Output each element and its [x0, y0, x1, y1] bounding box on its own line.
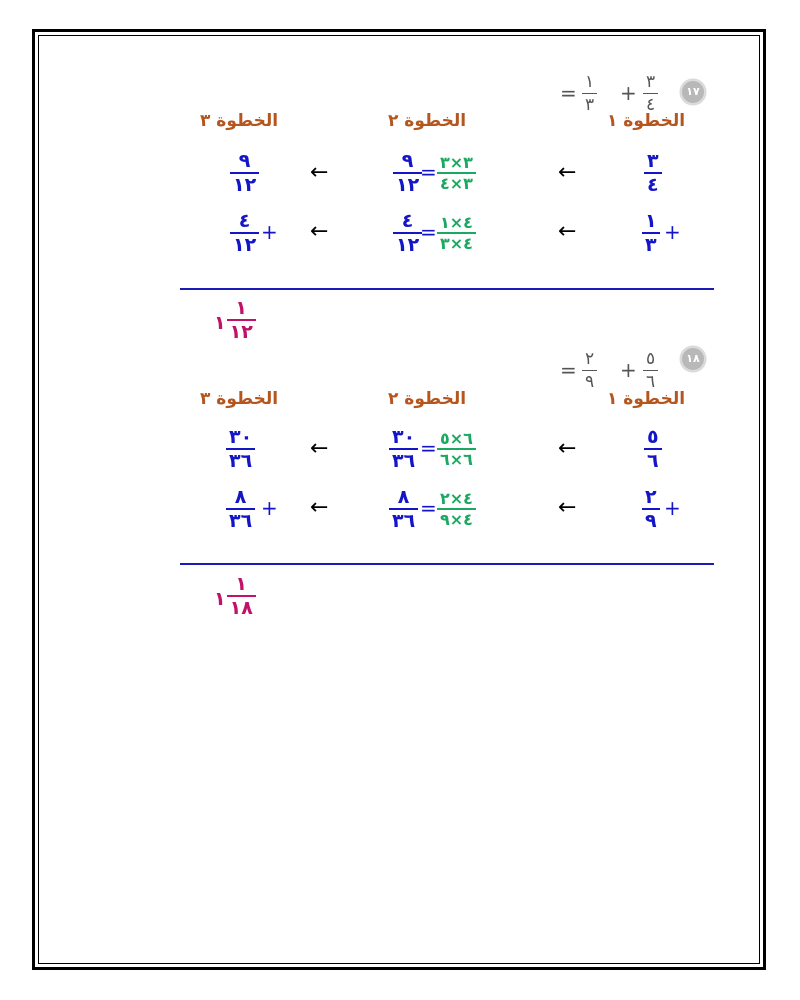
plus-sign: + [261, 496, 278, 520]
row2-step2-multiplication: ٤×١ ٤×٣ [437, 214, 476, 252]
problem-number-badge: ١٧ [680, 79, 706, 105]
sum-line [180, 288, 714, 290]
equals-sign: = [420, 160, 437, 184]
arrow-icon: ← [310, 219, 329, 244]
row1-step2-multiplication: ٦×٥ ٦×٦ [437, 430, 476, 468]
equals-sign: = [420, 220, 437, 244]
row1-step2-result: ٣٠ ٣٦ [389, 427, 418, 471]
arrow-icon: ← [558, 495, 577, 520]
row1-step2-result: ٩ ١٢ [393, 151, 422, 195]
header-fraction-right: ٥ ٦ [643, 349, 658, 392]
row2-step3-fraction: ٨ ٣٦ [226, 487, 255, 531]
plus-sign: + [261, 220, 278, 244]
problem-number-badge: ١٨ [680, 346, 706, 372]
equals-sign: = [420, 436, 437, 460]
row2-step3-fraction: ٤ ١٢ [230, 211, 259, 255]
header-plus: + [620, 81, 637, 105]
arrow-icon: ← [310, 436, 329, 461]
arrow-icon: ← [558, 160, 577, 185]
arrow-icon: ← [310, 495, 329, 520]
row1-step3-fraction: ٣٠ ٣٦ [226, 427, 255, 471]
row2-step1-fraction: ١ ٣ [642, 211, 660, 255]
step-3-label: الخطوة ٣ [200, 389, 279, 409]
equals-sign: = [420, 496, 437, 520]
answer-mixed-number: ١ $\frac{١}{١٢}$ [214, 298, 256, 342]
step-3-label: الخطوة ٣ [200, 111, 279, 131]
row1-step1-fraction: ٣ ٤ [644, 151, 662, 195]
header-equals: = [560, 358, 577, 382]
plus-sign: + [664, 496, 681, 520]
arrow-icon: ← [558, 436, 577, 461]
arrow-icon: ← [558, 219, 577, 244]
arrow-icon: ← [310, 160, 329, 185]
plus-sign: + [664, 220, 681, 244]
header-equals: = [560, 81, 577, 105]
row1-step3-fraction: ٩ ١٢ [230, 151, 259, 195]
step-2-label: الخطوة ٢ [388, 111, 467, 131]
step-1-label: الخطوة ١ [607, 111, 686, 131]
header-fraction-left: ٢ ٩ [582, 349, 597, 392]
row1-step2-multiplication: ٣×٣ ٣×٤ [437, 154, 476, 192]
header-fraction-right: ٣ ٤ [643, 72, 658, 115]
sum-line [180, 563, 714, 565]
step-2-label: الخطوة ٢ [388, 389, 467, 409]
answer-mixed-number: ١ $\frac{١}{١٨}$ [214, 574, 256, 618]
header-fraction-left: ١ ٣ [582, 72, 597, 115]
header-plus: + [620, 358, 637, 382]
row2-step2-result: ٨ ٣٦ [389, 487, 418, 531]
row2-step2-multiplication: ٤×٢ ٤×٩ [437, 490, 476, 528]
row2-step1-fraction: ٢ ٩ [642, 487, 660, 531]
row2-step2-result: ٤ ١٢ [393, 211, 422, 255]
step-1-label: الخطوة ١ [607, 389, 686, 409]
row1-step1-fraction: ٥ ٦ [644, 427, 662, 471]
